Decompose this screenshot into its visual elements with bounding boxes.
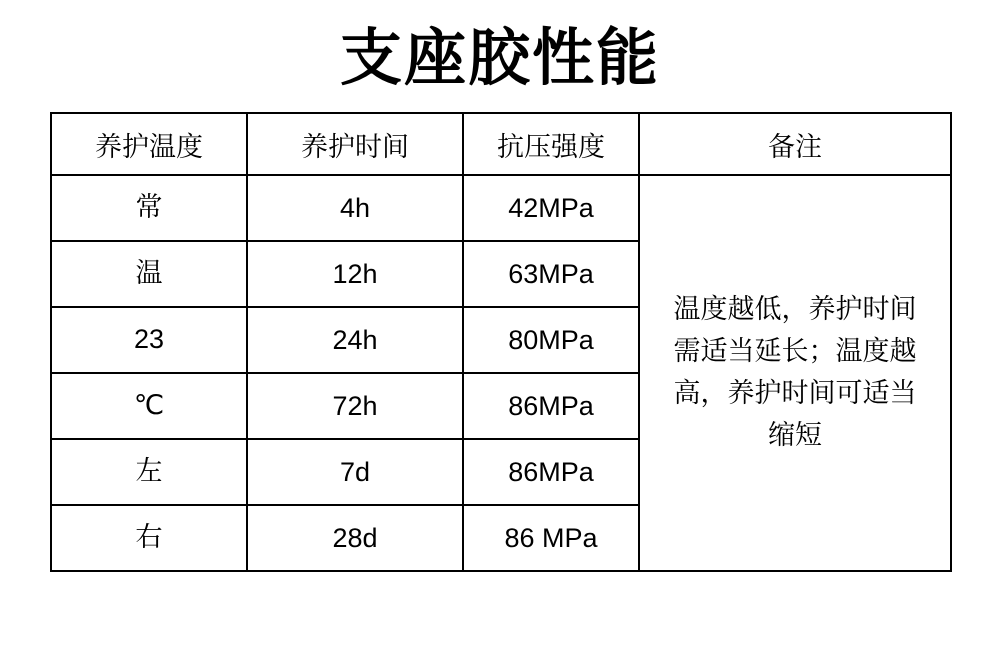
remark-line: 缩短 — [768, 419, 822, 450]
table-header-row — [51, 113, 951, 175]
remark-line: 需适当延长；温度越 — [673, 336, 917, 367]
cure-time-value: 7d — [247, 439, 463, 505]
strength-value: 86MPa — [463, 439, 639, 505]
column-header-remark: 备注 — [639, 113, 951, 175]
strength-value: 63MPa — [463, 241, 639, 307]
table-body — [51, 175, 951, 571]
remark-cell — [639, 175, 951, 571]
cure-temp-char: 右 — [51, 505, 247, 571]
cure-time-value: 72h — [247, 373, 463, 439]
column-header-compressive-strength: 抗压强度 — [463, 113, 639, 175]
table-row — [51, 175, 951, 241]
cure-temp-char: ℃ — [51, 373, 247, 439]
cure-temp-char: 常 — [51, 175, 247, 241]
cure-time-value: 4h — [247, 175, 463, 241]
strength-value: 86MPa — [463, 373, 639, 439]
table-header — [51, 113, 951, 175]
cure-temp-char: 23 — [51, 307, 247, 373]
column-header-cure-time: 养护时间 — [247, 113, 463, 175]
cure-temp-char: 左 — [51, 439, 247, 505]
cure-temp-char: 温 — [51, 241, 247, 307]
remark-line: 温度越低，养护时间 — [673, 294, 917, 325]
remark-line: 高，养护时间可适当 — [673, 378, 917, 408]
cure-time-value: 24h — [247, 307, 463, 373]
page-title: 支座胶性能 — [339, 24, 660, 93]
strength-value: 80MPa — [463, 307, 639, 373]
performance-table-wrap — [50, 112, 950, 572]
performance-table — [50, 112, 952, 572]
strength-value: 86 MPa — [463, 505, 639, 571]
strength-value: 42MPa — [463, 175, 639, 241]
cure-time-value: 12h — [247, 241, 463, 307]
cure-time-value: 28d — [247, 505, 463, 571]
column-header-cure-temperature: 养护温度 — [51, 113, 247, 175]
